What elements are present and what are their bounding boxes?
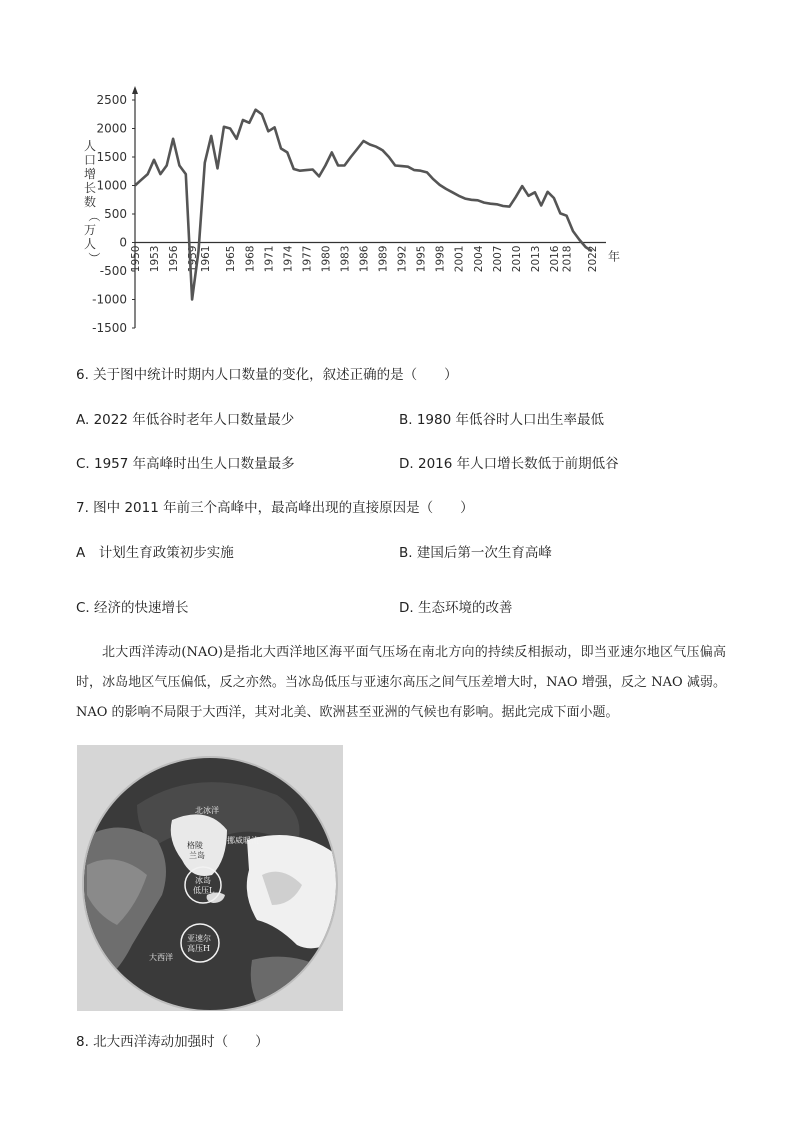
population-growth-chart bbox=[60, 80, 640, 345]
y-tick-label: 1500 bbox=[96, 150, 127, 164]
question-6-option-b[interactable]: B. 1980 年低谷时人口出生率最低 bbox=[399, 412, 604, 428]
y-tick-label: 500 bbox=[104, 207, 127, 221]
question-6-stem: 6. 关于图中统计时期内人口数量的变化，叙述正确的是（ ） bbox=[76, 367, 458, 383]
x-tick-label: 1989 bbox=[377, 245, 390, 273]
y-tick-label: -1500 bbox=[92, 321, 127, 335]
x-tick-label: 2013 bbox=[529, 245, 542, 273]
x-tick-label: 2007 bbox=[491, 245, 504, 273]
question-7-option-c[interactable]: C. 经济的快速增长 bbox=[76, 600, 189, 616]
label-arctic-ocean: 北冰洋 bbox=[195, 806, 219, 815]
question-7-option-d[interactable]: D. 生态环境的改善 bbox=[399, 600, 513, 616]
nao-passage: 北大西洋涛动(NAO)是指北大西洋地区海平面气压场在南北方向的持续反相振动，即当亚速尔地区气压偏高时，冰岛地区气压偏低，反之亦然。当冰岛低压与亚速尔高压之间气压差增大时，NAO 增强，反之 NAO 减弱。NAO 的影响不局限于大西洋，其对北美、欧洲甚至亚洲的气候也有影响。据此完成下面小题。 bbox=[76, 645, 726, 720]
x-tick-label: 2016 bbox=[548, 245, 561, 273]
label-azores-high-1: 亚速尔 bbox=[187, 934, 211, 943]
label-greenland-1: 格陵 bbox=[187, 841, 203, 850]
y-label-char: 增 bbox=[83, 167, 97, 181]
x-tick-label: 1980 bbox=[320, 245, 333, 273]
y-label-char: 万 bbox=[83, 223, 97, 237]
x-tick-label: 1977 bbox=[301, 245, 314, 273]
question-6-option-a[interactable]: A. 2022 年低谷时老年人口数量最少 bbox=[76, 412, 295, 428]
x-tick-label: 1953 bbox=[149, 245, 162, 273]
label-azores-high-2: 高压H bbox=[187, 944, 210, 953]
map-figure bbox=[77, 745, 343, 1011]
y-label-char: （ bbox=[87, 209, 101, 223]
y-tick-label: 0 bbox=[119, 235, 127, 250]
x-tick-label: 1956 bbox=[168, 245, 181, 273]
y-tick-label: 2000 bbox=[96, 121, 127, 136]
label-iceland-low-2: 低压L bbox=[193, 886, 215, 895]
x-axis-ticks bbox=[130, 245, 599, 272]
x-tick-label: 1971 bbox=[263, 245, 276, 273]
label-atlantic: 大西洋 bbox=[149, 953, 173, 962]
x-tick-label: 2004 bbox=[472, 245, 485, 273]
x-tick-label: 1961 bbox=[199, 245, 212, 273]
x-axis-unit: 年 bbox=[608, 249, 621, 264]
y-label-char: 人 bbox=[83, 237, 97, 251]
x-tick-label: 1983 bbox=[339, 245, 352, 273]
y-axis-arrow bbox=[132, 86, 138, 94]
y-tick-label: -1000 bbox=[92, 292, 127, 307]
question-6-option-c[interactable]: C. 1957 年高峰时出生人口数量最多 bbox=[76, 456, 295, 472]
y-label-char: 人 bbox=[83, 139, 97, 153]
x-tick-label: 1959 bbox=[187, 245, 200, 273]
question-6-option-d[interactable]: D. 2016 年人口增长数低于前期低谷 bbox=[399, 456, 619, 472]
x-tick-label: 1995 bbox=[415, 245, 428, 273]
x-tick-label: 1965 bbox=[225, 245, 238, 273]
y-tick-label: 1000 bbox=[96, 178, 127, 193]
x-tick-label: 2010 bbox=[510, 245, 523, 273]
x-tick-label: 1998 bbox=[434, 245, 447, 273]
y-label-char: 数 bbox=[83, 195, 97, 209]
label-greenland-2: 兰岛 bbox=[189, 851, 205, 860]
x-tick-label: 2022 bbox=[587, 245, 599, 273]
question-8-stem: 8. 北大西洋涛动加强时（ ） bbox=[76, 1034, 269, 1050]
y-label-char: 口 bbox=[83, 153, 97, 167]
y-label-char: ） bbox=[87, 251, 101, 265]
question-7-option-b[interactable]: B. 建国后第一次生育高峰 bbox=[399, 545, 552, 561]
label-norwegian-current: 挪威暖流 bbox=[227, 836, 259, 845]
x-tick-label: 1992 bbox=[396, 245, 409, 273]
north-atlantic-map bbox=[77, 745, 343, 1011]
x-tick-label: 1950 bbox=[130, 245, 142, 273]
x-tick-label: 2018 bbox=[561, 245, 574, 273]
x-tick-label: 1974 bbox=[282, 245, 295, 273]
x-tick-label: 1986 bbox=[358, 245, 371, 273]
y-tick-label: -500 bbox=[99, 264, 127, 278]
x-tick-label: 2001 bbox=[453, 245, 466, 273]
x-tick-label: 1968 bbox=[244, 245, 257, 273]
y-label-char: 长 bbox=[83, 181, 97, 195]
question-7-stem: 7. 图中 2011 年前三个高峰中，最高峰出现的直接原因是（ ） bbox=[76, 500, 474, 516]
y-tick-label: 2500 bbox=[96, 93, 127, 107]
label-iceland-low-1: 冰岛 bbox=[195, 876, 211, 885]
question-7-option-a[interactable]: A 计划生育政策初步实施 bbox=[76, 545, 234, 561]
